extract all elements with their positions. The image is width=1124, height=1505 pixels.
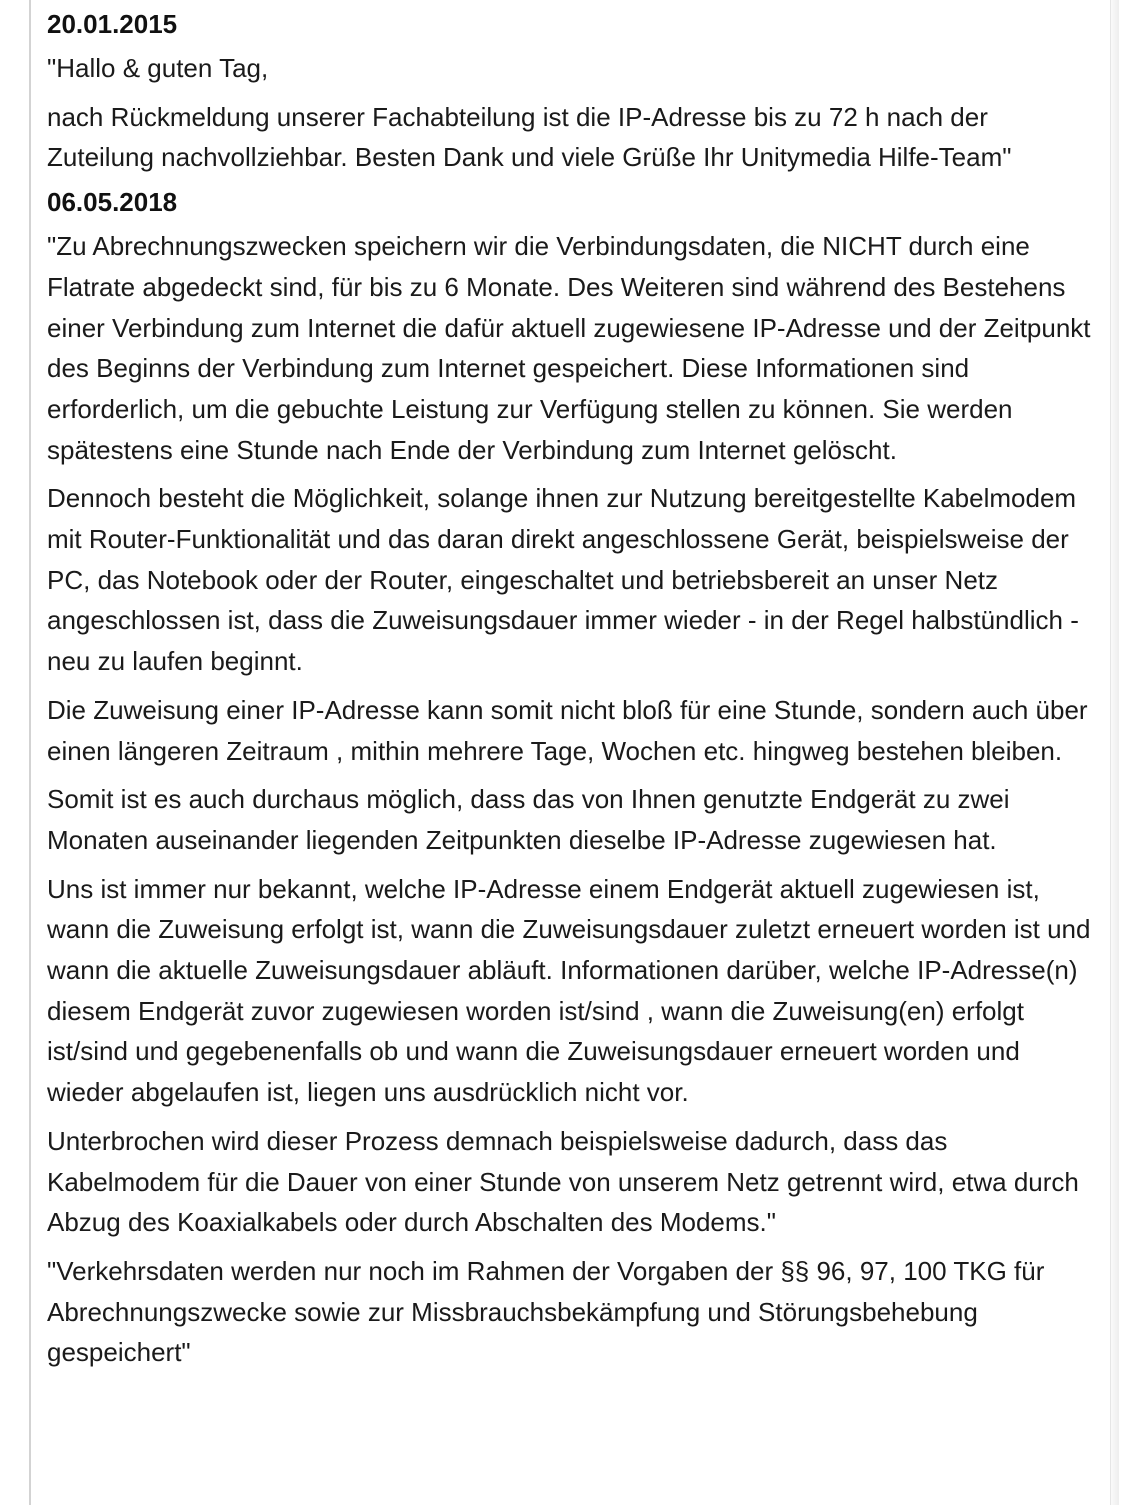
paragraph: Dennoch besteht die Möglichkeit, solange ihnen zur Nutzung bereitgestellte Kabelmodem mit Router-Funktionalität und das daran direkt angeschlossene Gerät, beispielsweise der PC, das Notebook oder der Router, eingeschaltet und betriebsbereit an unser Netz angeschlossen ist, dass die Zuweisungsdauer immer wieder - in der Regel halbstündlich - neu zu laufen beginnt. [47, 483, 1079, 677]
entry-date: 20.01.2015 [47, 9, 178, 39]
paragraph: Somit ist es auch durchaus möglich, dass das von Ihnen genutzte Endgerät zu zwei Monaten auseinander liegenden Zeitpunkten dieselbe IP-Adresse zugewiesen hat. [47, 784, 1010, 855]
scrollbar-track[interactable] [1110, 0, 1119, 1505]
paragraph: Unterbrochen wird dieser Prozess demnach beispielsweise dadurch, dass das Kabelmodem für die Dauer von einer Stunde von unserem Netz getrennt wird, etwa durch Abzug des Koaxialkabels oder durch Abschalten des Modems." [47, 1125, 1079, 1238]
paragraph: Uns ist immer nur bekannt, welche IP-Adresse einem Endgerät aktuell zugewiesen ist, wann die Zuweisung erfolgt ist, wann die Zuweisungsdauer zuletzt erneuert worden ist und wann die aktuelle Zuweisungsdauer abläuft. Informationen darüber, welche IP-Adresse(n) diesem Endgerät zuvor zugewiesen worden ist/sind , wann die Zuweisung(en) erfolgt ist/sind und gegebenenfalls ob und wann die Zuweisungsdauer erneuert worden und wieder abgelaufen ist, liegen uns ausdrücklich nicht vor. [47, 873, 1091, 1108]
paragraph: "Hallo & guten Tag, [47, 53, 269, 83]
paragraph: "Zu Abrechnungszwecken speichern wir die Verbindungsdaten, die NICHT durch eine Flatrate abgedeckt sind, für bis zu 6 Monate. Des Weiteren sind während des Bestehens einer Verbindung zum Internet die dafür aktuell zugewiesene IP-Adresse und der Zeitpunkt des Beginns der Verbindung zum Internet gespeichert. Diese Informationen sind erforderlich, um die gebuchte Leistung zur Verfügung stellen zu können. Sie werden spätestens eine Stunde nach Ende der Verbindung zum Internet gelöscht. [47, 231, 1091, 465]
entry-2015 [47, 8, 1102, 178]
paragraph: Die Zuweisung einer IP-Adresse kann somit nicht bloß für eine Stunde, sondern auch über einen längeren Zeitraum , mithin mehrere Tage, Wochen etc. hingweg bestehen bleiben. [47, 694, 1088, 766]
left-border-rule [29, 0, 31, 1505]
paragraph: "Verkehrsdaten werden nur noch im Rahmen der Vorgaben der §§ 96, 97, 100 TKG für Abrechnungszwecke sowie zur Missbrauchsbekämpfung und Störungsbehebung gespeichert" [47, 1255, 1045, 1368]
entry-date: 06.05.2018 [47, 187, 178, 218]
document-body [47, 8, 1102, 1381]
entry-2018 [47, 186, 1102, 1373]
paragraph: nach Rückmeldung unserer Fachabteilung ist die IP-Adresse bis zu 72 h nach der Zuteilung nachvollziehbar. Besten Dank und viele Grüße Ihr Unitymedia Hilfe-Team" [47, 101, 1012, 173]
